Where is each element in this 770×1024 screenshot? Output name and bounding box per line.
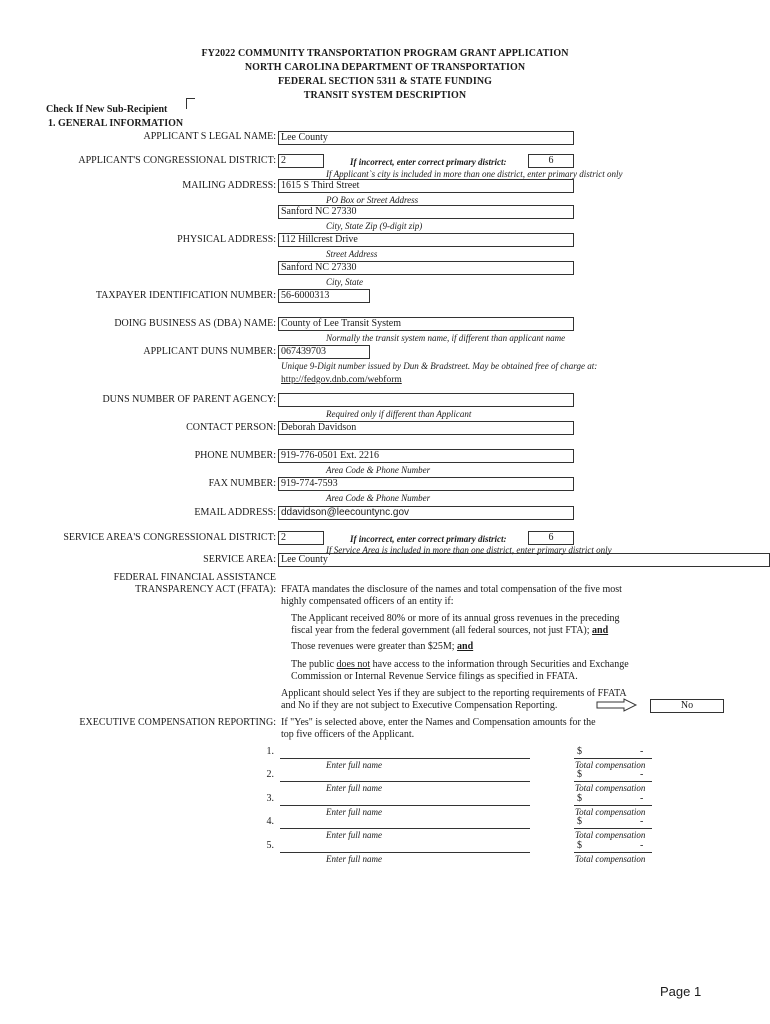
congressional-district-field[interactable]: 2 bbox=[278, 154, 324, 168]
general-information-heading: 1. GENERAL INFORMATION bbox=[48, 118, 184, 129]
compensation-note: Total compensation bbox=[575, 854, 646, 864]
fax-field[interactable]: 919-774-7593 bbox=[278, 477, 574, 491]
officer-name-field[interactable] bbox=[280, 805, 530, 806]
district-note: If Applicant`s city is included in more than one district, enter primary district only bbox=[326, 169, 623, 179]
compensation-value: - bbox=[640, 840, 644, 851]
dollar-sign: $ bbox=[577, 769, 582, 780]
officer-compensation-field[interactable] bbox=[574, 805, 652, 806]
ffata-intro-line2: highly compensated officers of an entity if: bbox=[281, 596, 454, 607]
officer-name-note: Enter full name bbox=[326, 854, 382, 864]
ffata-select-line2: and No if they are not subject to Executive Compensation Reporting. bbox=[281, 700, 558, 711]
officer-compensation-field[interactable] bbox=[574, 852, 652, 853]
contact-person-label: CONTACT PERSON: bbox=[186, 422, 276, 433]
physical-address-line1-field[interactable]: 112 Hillcrest Drive bbox=[278, 233, 574, 247]
form-title: FY2022 COMMUNITY TRANSPORTATION PROGRAM GRANT APPLICATION bbox=[201, 48, 569, 59]
officer-name-field[interactable] bbox=[280, 828, 530, 829]
correct-district-field[interactable]: 6 bbox=[528, 154, 574, 168]
exec-comp-text-line2: top five officers of the Applicant. bbox=[281, 729, 415, 740]
service-district-field[interactable]: 2 bbox=[278, 531, 324, 545]
right-arrow-icon bbox=[596, 698, 638, 712]
service-district-note: If Service Area is included in more than one district, enter primary district only bbox=[326, 545, 612, 555]
officer-name-note: Enter full name bbox=[326, 830, 382, 840]
fax-label: FAX NUMBER: bbox=[208, 478, 276, 489]
officer-name-field[interactable] bbox=[280, 758, 530, 759]
page-number: Page 1 bbox=[660, 984, 702, 999]
duns-label: APPLICANT DUNS NUMBER: bbox=[143, 346, 276, 357]
ffata-label-line1: FEDERAL FINANCIAL ASSISTANCE bbox=[113, 572, 276, 583]
officer-compensation-field[interactable] bbox=[574, 758, 652, 759]
physical-address-label: PHYSICAL ADDRESS: bbox=[177, 234, 276, 245]
legal-name-label: APPLICANT S LEGAL NAME: bbox=[143, 131, 276, 142]
ffata-answer-select[interactable]: No bbox=[650, 699, 724, 713]
mailing-address-label: MAILING ADDRESS: bbox=[182, 180, 276, 191]
dollar-sign: $ bbox=[577, 793, 582, 804]
phone-label: PHONE NUMBER: bbox=[194, 450, 276, 461]
dollar-sign: $ bbox=[577, 840, 582, 851]
service-district-label: SERVICE AREA'S CONGRESSIONAL DISTRICT: bbox=[63, 532, 276, 543]
funding-title: FEDERAL SECTION 5311 & STATE FUNDING bbox=[277, 76, 493, 87]
ffata-condition2: Those revenues were greater than $25M; and bbox=[291, 641, 474, 652]
exec-comp-label: EXECUTIVE COMPENSATION REPORTING: bbox=[79, 717, 276, 728]
physical-city-note: City, State bbox=[326, 277, 363, 287]
phone-field[interactable]: 919-776-0501 Ext. 2216 bbox=[278, 449, 574, 463]
dollar-sign: $ bbox=[577, 816, 582, 827]
ffata-intro-line1: FFATA mandates the disclosure of the names and total compensation of the five most bbox=[281, 584, 622, 595]
officer-name-field[interactable] bbox=[280, 852, 530, 853]
compensation-value: - bbox=[640, 746, 644, 757]
ffata-condition3-line1: The public does not have access to the information through Securities and Exchange bbox=[291, 659, 629, 670]
contact-person-field[interactable]: Deborah Davidson bbox=[278, 421, 574, 435]
duns-field[interactable]: 067439703 bbox=[278, 345, 370, 359]
dba-note: Normally the transit system name, if different than applicant name bbox=[326, 333, 566, 343]
mailing-city-note: City, State Zip (9-digit zip) bbox=[326, 221, 423, 231]
email-label: EMAIL ADDRESS: bbox=[194, 507, 276, 518]
phone-note: Area Code & Phone Number bbox=[326, 465, 431, 475]
officer-name-note: Enter full name bbox=[326, 807, 382, 817]
officer-name-note: Enter full name bbox=[326, 783, 382, 793]
physical-address-line2-field[interactable]: Sanford NC 27330 bbox=[278, 261, 574, 275]
compensation-note: Total compensation bbox=[575, 807, 646, 817]
tin-field[interactable]: 56-6000313 bbox=[278, 289, 370, 303]
officer-name-field[interactable] bbox=[280, 781, 530, 782]
subrecipient-checkbox[interactable] bbox=[186, 98, 195, 109]
ffata-select-line1: Applicant should select Yes if they are subject to the reporting requirements of FFATA bbox=[281, 688, 627, 699]
service-correct-district-label: If incorrect, enter correct primary district: bbox=[350, 534, 507, 544]
compensation-value: - bbox=[640, 793, 644, 804]
department-title: NORTH CAROLINA DEPARTMENT OF TRANSPORTATION bbox=[244, 62, 526, 73]
ffata-condition3-line2: Commission or Internal Revenue Service filings as specified in FFATA. bbox=[291, 671, 578, 682]
exec-comp-text-line1: If "Yes" is selected above, enter the Names and Compensation amounts for the bbox=[281, 717, 596, 728]
officer-name-note: Enter full name bbox=[326, 760, 382, 770]
duns-note: Unique 9-Digit number issued by Dun & Bradstreet. May be obtained free of charge at: bbox=[281, 361, 598, 371]
dba-field[interactable]: County of Lee Transit System bbox=[278, 317, 574, 331]
ffata-condition1-line2: fiscal year from the federal government (all federal sources, not just FTA); and bbox=[291, 625, 609, 636]
mailing-address-line2-field[interactable]: Sanford NC 27330 bbox=[278, 205, 574, 219]
compensation-note: Total compensation bbox=[575, 760, 646, 770]
email-field[interactable]: ddavidson@leecountync.gov bbox=[278, 506, 574, 520]
officer-number: 3. bbox=[266, 793, 274, 804]
ffata-label-line2: TRANSPARENCY ACT (FFATA): bbox=[135, 584, 276, 595]
section-heading: TRANSIT SYSTEM DESCRIPTION bbox=[303, 90, 467, 101]
mailing-address-note: PO Box or Street Address bbox=[326, 195, 419, 205]
ffata-condition1-line1: The Applicant received 80% or more of its annual gross revenues in the preceding bbox=[291, 613, 620, 624]
congressional-district-label: APPLICANT'S CONGRESSIONAL DISTRICT: bbox=[78, 155, 276, 166]
officer-compensation-field[interactable] bbox=[574, 828, 652, 829]
service-area-field[interactable]: Lee County bbox=[278, 553, 770, 567]
subrecipient-label: Check If New Sub-Recipient bbox=[46, 104, 168, 115]
compensation-value: - bbox=[640, 769, 644, 780]
fax-note: Area Code & Phone Number bbox=[326, 493, 431, 503]
officer-number: 4. bbox=[266, 816, 274, 827]
compensation-value: - bbox=[640, 816, 644, 827]
service-area-label: SERVICE AREA: bbox=[203, 554, 276, 565]
dba-label: DOING BUSINESS AS (DBA) NAME: bbox=[114, 318, 276, 329]
officer-number: 1. bbox=[266, 746, 274, 757]
parent-duns-field[interactable] bbox=[278, 393, 574, 407]
officer-number: 5. bbox=[266, 840, 274, 851]
officer-number: 2. bbox=[266, 769, 274, 780]
correct-district-label: If incorrect, enter correct primary district: bbox=[350, 157, 507, 167]
legal-name-field[interactable]: Lee County bbox=[278, 131, 574, 145]
duns-link[interactable]: http://fedgov.dnb.com/webform bbox=[281, 375, 402, 385]
officer-compensation-field[interactable] bbox=[574, 781, 652, 782]
physical-address-note: Street Address bbox=[326, 249, 378, 259]
parent-duns-note: Required only if different than Applicant bbox=[326, 409, 472, 419]
compensation-note: Total compensation bbox=[575, 830, 646, 840]
parent-duns-label: DUNS NUMBER OF PARENT AGENCY: bbox=[102, 394, 276, 405]
tin-label: TAXPAYER IDENTIFICATION NUMBER: bbox=[95, 290, 276, 301]
dollar-sign: $ bbox=[577, 746, 582, 757]
mailing-address-line1-field[interactable]: 1615 S Third Street bbox=[278, 179, 574, 193]
compensation-note: Total compensation bbox=[575, 783, 646, 793]
service-correct-district-field[interactable]: 6 bbox=[528, 531, 574, 545]
